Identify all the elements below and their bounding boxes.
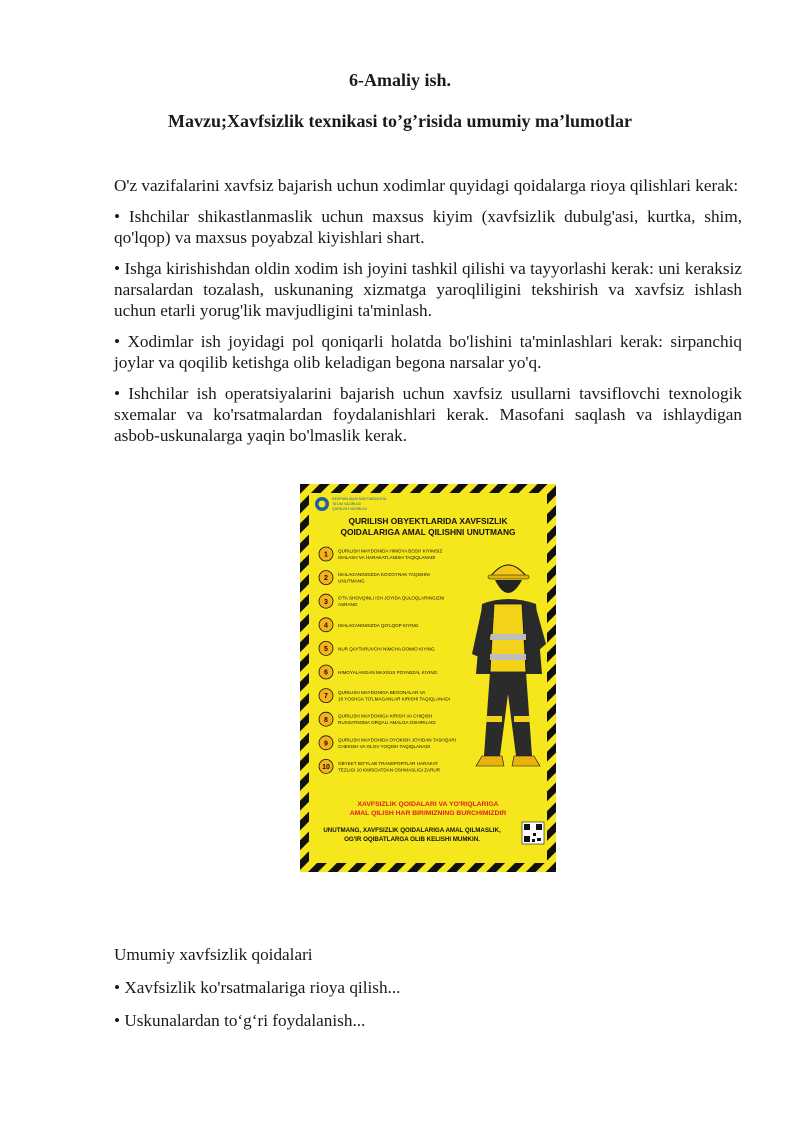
poster-footer-line: UNUTMANG, XAVFSIZLIK QOIDALARIGA AMAL QILMASLIK, — [323, 827, 501, 834]
intro-paragraph: O'z vazifalarini xavfsiz bajarish uchun xodimlar quyidagi qoidalarga rioya qilishlari kerak: — [114, 176, 739, 195]
poster-red-line: XAVFSIZLIK QOIDALARI VA YO'RIQLARIGA — [357, 801, 499, 808]
rule-number: 2 — [324, 575, 328, 583]
poster-title-line: QOIDALARIGA AMAL QILISHNI UNUTMANG — [340, 527, 516, 537]
rule-text: ASRANG — [338, 602, 358, 608]
poster-footer-line: OG'IR OQIBATLARGA OLIB KELISHI MUMKIN. — [344, 836, 480, 843]
list-item: • Uskunalardan to‘g‘ri foydalanish... — [114, 1011, 366, 1030]
body-text — [114, 175, 742, 456]
rule-paragraph: • Xodimlar ish joyidagi pol qoniqarli holatda bo'lishini ta'minlashlari kerak: sirpanchiq joylar va qoqilib ketishga olib keladigan begona narsalar yo'q. — [114, 332, 742, 372]
rule-text: O'TA SHOVQINLI ISH JOYIDA QULOQLARINGIZNI — [338, 595, 445, 601]
poster-red-line: AMAL QILISH HAR BIRIMIZNING BURCHIMIZDIR — [349, 810, 507, 817]
rule-number: 10 — [322, 764, 330, 771]
rule-text: HIMOYALANGAN MAXSUS POYABZAL KIYING — [338, 670, 438, 675]
org-line: TA'LIM VAZIRLIGI — [332, 502, 362, 506]
rule-number: 6 — [324, 669, 328, 677]
section-heading: Umumiy xavfsizlik qoidalari — [114, 945, 313, 964]
page-title: 6-Amaliy ish. — [348, 70, 451, 90]
rule-text: 18 YOSHGA TO'LMAGANLAR KIRISHI TAQIQLANADI — [338, 696, 451, 702]
rule-paragraph: • Ishchilar ish operatsiyalarini bajarish uchun xavfsiz usullarni tavsiflovchi texnologik sxemalar va ko'rsatmalardan foydalanishlari kerak. Masofani saqlash va ishlaydigan asbob-uskunalarga yaqin bo'lmaslik kerak. — [114, 384, 742, 445]
rule-text: TEZLIGI 10 KM/SOATDAN OSHMASLIGI ZARUR — [338, 767, 441, 773]
rule-text: CHEKISH VA OLOV YOQISH TAQIQLANADI — [338, 743, 431, 749]
rule-text: QURILISH MAYDONIDA OYOKISH JOYIDAN TASHQARI — [338, 737, 456, 743]
rule-text: ISHLASH VA HARAKATLANISH TAQIQLANADI — [338, 555, 436, 560]
rule-paragraph: • Ishga kirishishdan oldin xodim ish joyini tashkil qilishi va tayyorlashi kerak: uni keraksiz narsalardan tozalash, uskunaning xizmatga yaroqliligini tekshirish va xavfsiz ishlash uchun etarli yorug'lik mavjudligini ta'minlash. — [114, 259, 742, 320]
org-line: RESPUBLIKASI MAKTABGACHA — [332, 497, 387, 501]
page-subtitle: Mavzu;Xavfsizlik texnikasi to’g’risida umumiy ma’lumotlar — [168, 111, 632, 131]
rule-text: ISHLAGANINGIZDA KO'ZOYNAK TAQISHNI — [338, 572, 430, 578]
rule-text: ISHLAGANINGIZDA QO'LQOP KIYING — [338, 622, 419, 628]
rule-paragraph: • Ishchilar shikastlanmaslik uchun maxsus kiyim (xavfsizlik dubulg'asi, kurtka, shim, qo'lqop) va maxsus poyabzal kiyishlari shart. — [114, 207, 742, 247]
org-line: QURILISH VAZIRLIGI — [332, 507, 368, 511]
rule-text: RUXSATNOMA ORQALI AMALGA OSHIRILADI — [338, 720, 436, 726]
poster-title-line: QURILISH OBYEKTLARIDA XAVFSIZLIK — [348, 516, 508, 526]
rule-number: 4 — [324, 622, 328, 630]
general-rules-section — [114, 944, 742, 1043]
rule-text: NUR QAYTARUVCHI NIMCHA DOIMO KIYING — [338, 646, 435, 652]
qr-code-icon — [522, 822, 544, 844]
safety-poster — [300, 484, 556, 872]
rule-number: 8 — [324, 716, 328, 724]
rule-text: UNUTMANG — [338, 578, 365, 584]
rule-text: QURILISH MAYDONIGA BEGONALAR VA — [338, 690, 426, 696]
rule-number: 7 — [324, 693, 328, 701]
rule-number: 5 — [324, 646, 328, 653]
rule-number: 1 — [324, 551, 328, 559]
list-item: • Xavfsizlik ko'rsatmalariga rioya qilish... — [114, 978, 401, 997]
rule-number: 9 — [324, 740, 328, 748]
rule-number: 3 — [324, 598, 328, 606]
ministry-logo-icon — [315, 497, 329, 511]
rule-text: QURILISH MAYDONIDA HIMOYA BOSH KIYIMSIZ — [338, 548, 443, 554]
rule-text: OBYEKT BO'YLAB TRANSPORTLAR HARAKAT — [338, 760, 439, 766]
rule-text: QURILISH MAYDONIGA KIRISH VA CHIQISH — [338, 713, 433, 719]
